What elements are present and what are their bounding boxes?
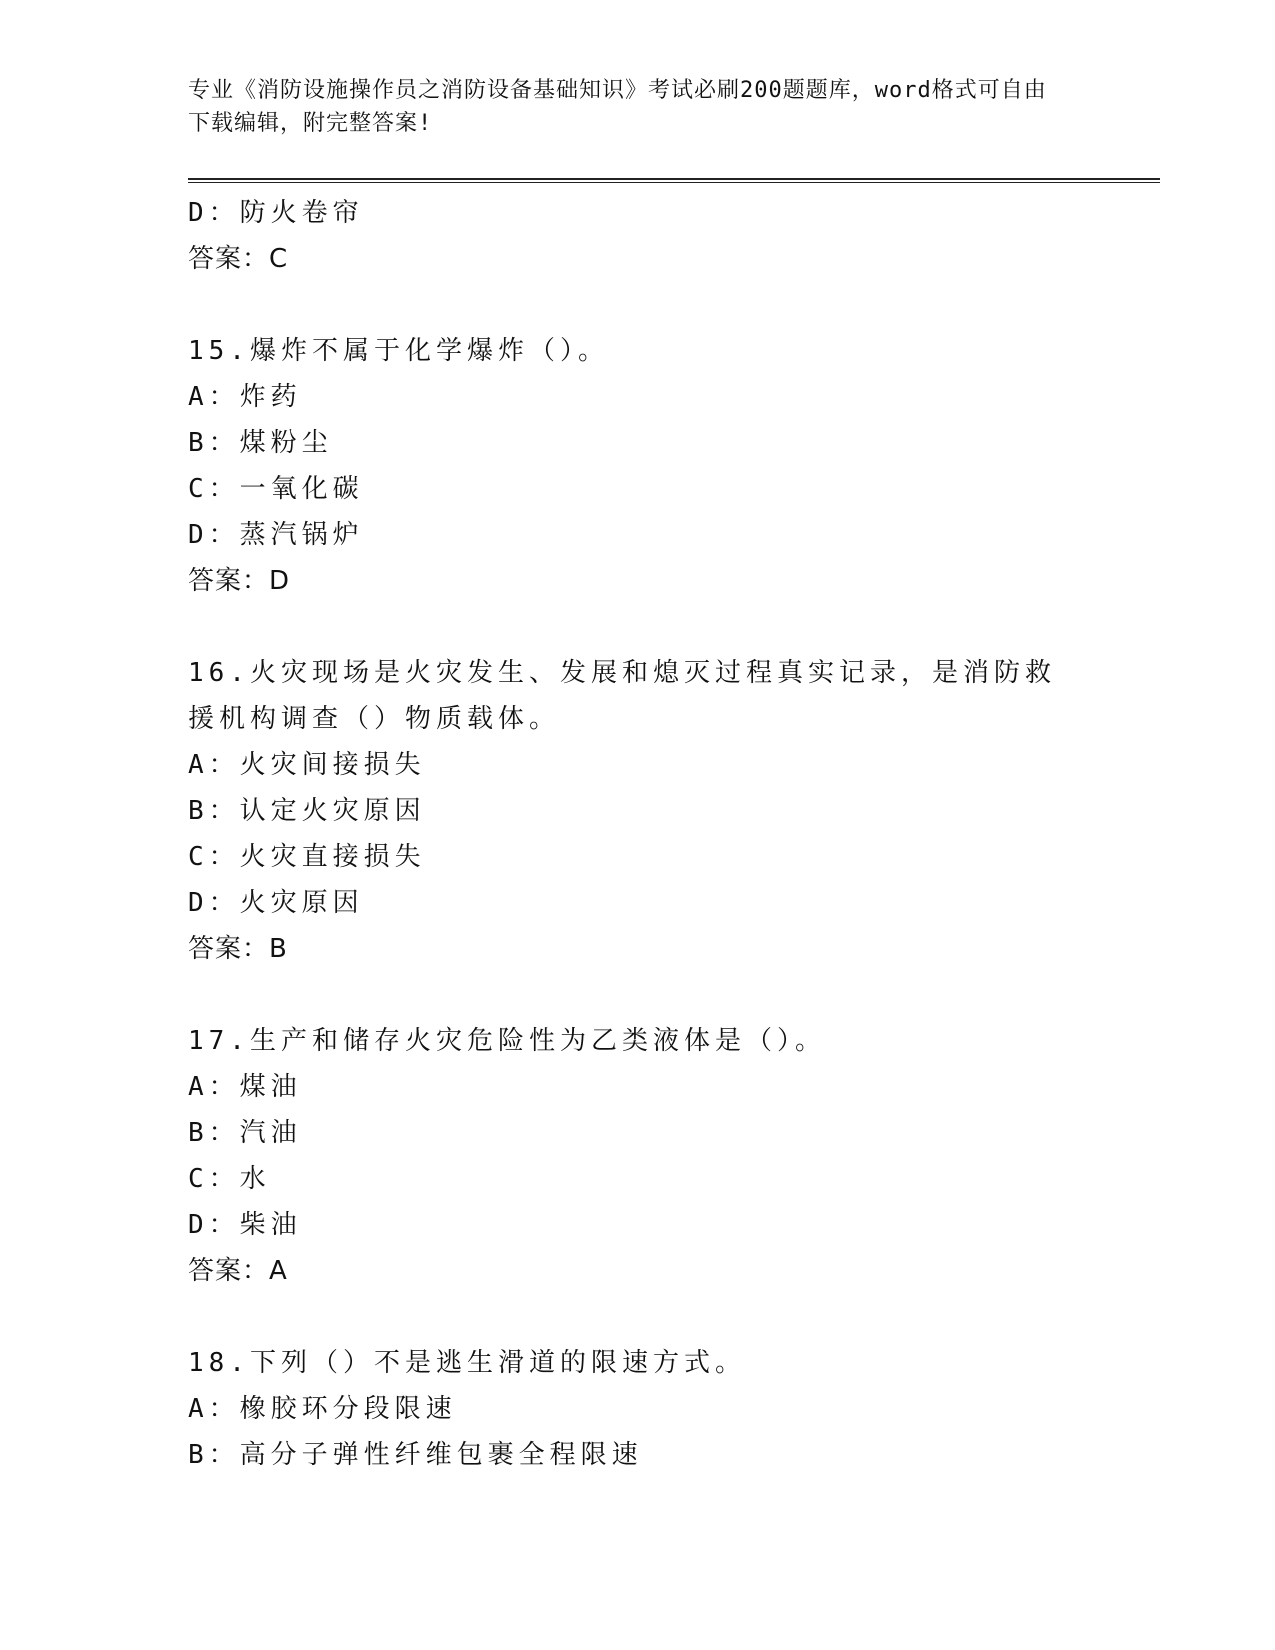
option-b: B：煤粉尘: [188, 428, 333, 458]
option-d: D：蒸汽锅炉: [188, 520, 364, 550]
question-text: 17.生产和储存火灾危险性为乙类液体是（）。: [188, 1026, 826, 1056]
answer: 答案：A: [188, 1256, 288, 1286]
option-b: B：高分子弹性纤维包裹全程限速: [188, 1440, 643, 1470]
carryover-option-d: D：防火卷帘: [188, 198, 364, 228]
question-text: 16.火灾现场是火灾发生、发展和熄灭过程真实记录，是消防救援机构调查（）物质载体。: [188, 658, 1056, 734]
answer: 答案：B: [188, 934, 288, 964]
option-b: B：汽油: [188, 1118, 302, 1148]
option-c: C：火灾直接损失: [188, 842, 426, 872]
option-a: A：火灾间接损失: [188, 750, 426, 780]
option-a: A：炸药: [188, 382, 302, 412]
carryover-answer: 答案：C: [188, 244, 289, 274]
header-title: 专业《消防设施操作员之消防设备基础知识》考试必刷200题题库，word格式可自由下载编辑，附完整答案!: [188, 78, 1047, 136]
question-content: [188, 190, 1088, 1478]
option-d: D：火灾原因: [188, 888, 364, 918]
option-a: A：煤油: [188, 1072, 302, 1102]
option-c: C：一氧化碳: [188, 474, 364, 504]
header-divider: [188, 178, 1160, 183]
question-18: [188, 1340, 1088, 1478]
option-c: C：水: [188, 1164, 271, 1194]
page-header: [188, 74, 1068, 140]
option-a: A：橡胶环分段限速: [188, 1394, 457, 1424]
answer: 答案：D: [188, 566, 291, 596]
question-16: [188, 650, 1088, 972]
question-15: [188, 328, 1088, 604]
option-b: B：认定火灾原因: [188, 796, 426, 826]
question-17: [188, 1018, 1088, 1294]
question-text: 18.下列（）不是逃生滑道的限速方式。: [188, 1348, 746, 1378]
question-text: 15.爆炸不属于化学爆炸（）。: [188, 336, 609, 366]
option-d: D：柴油: [188, 1210, 302, 1240]
